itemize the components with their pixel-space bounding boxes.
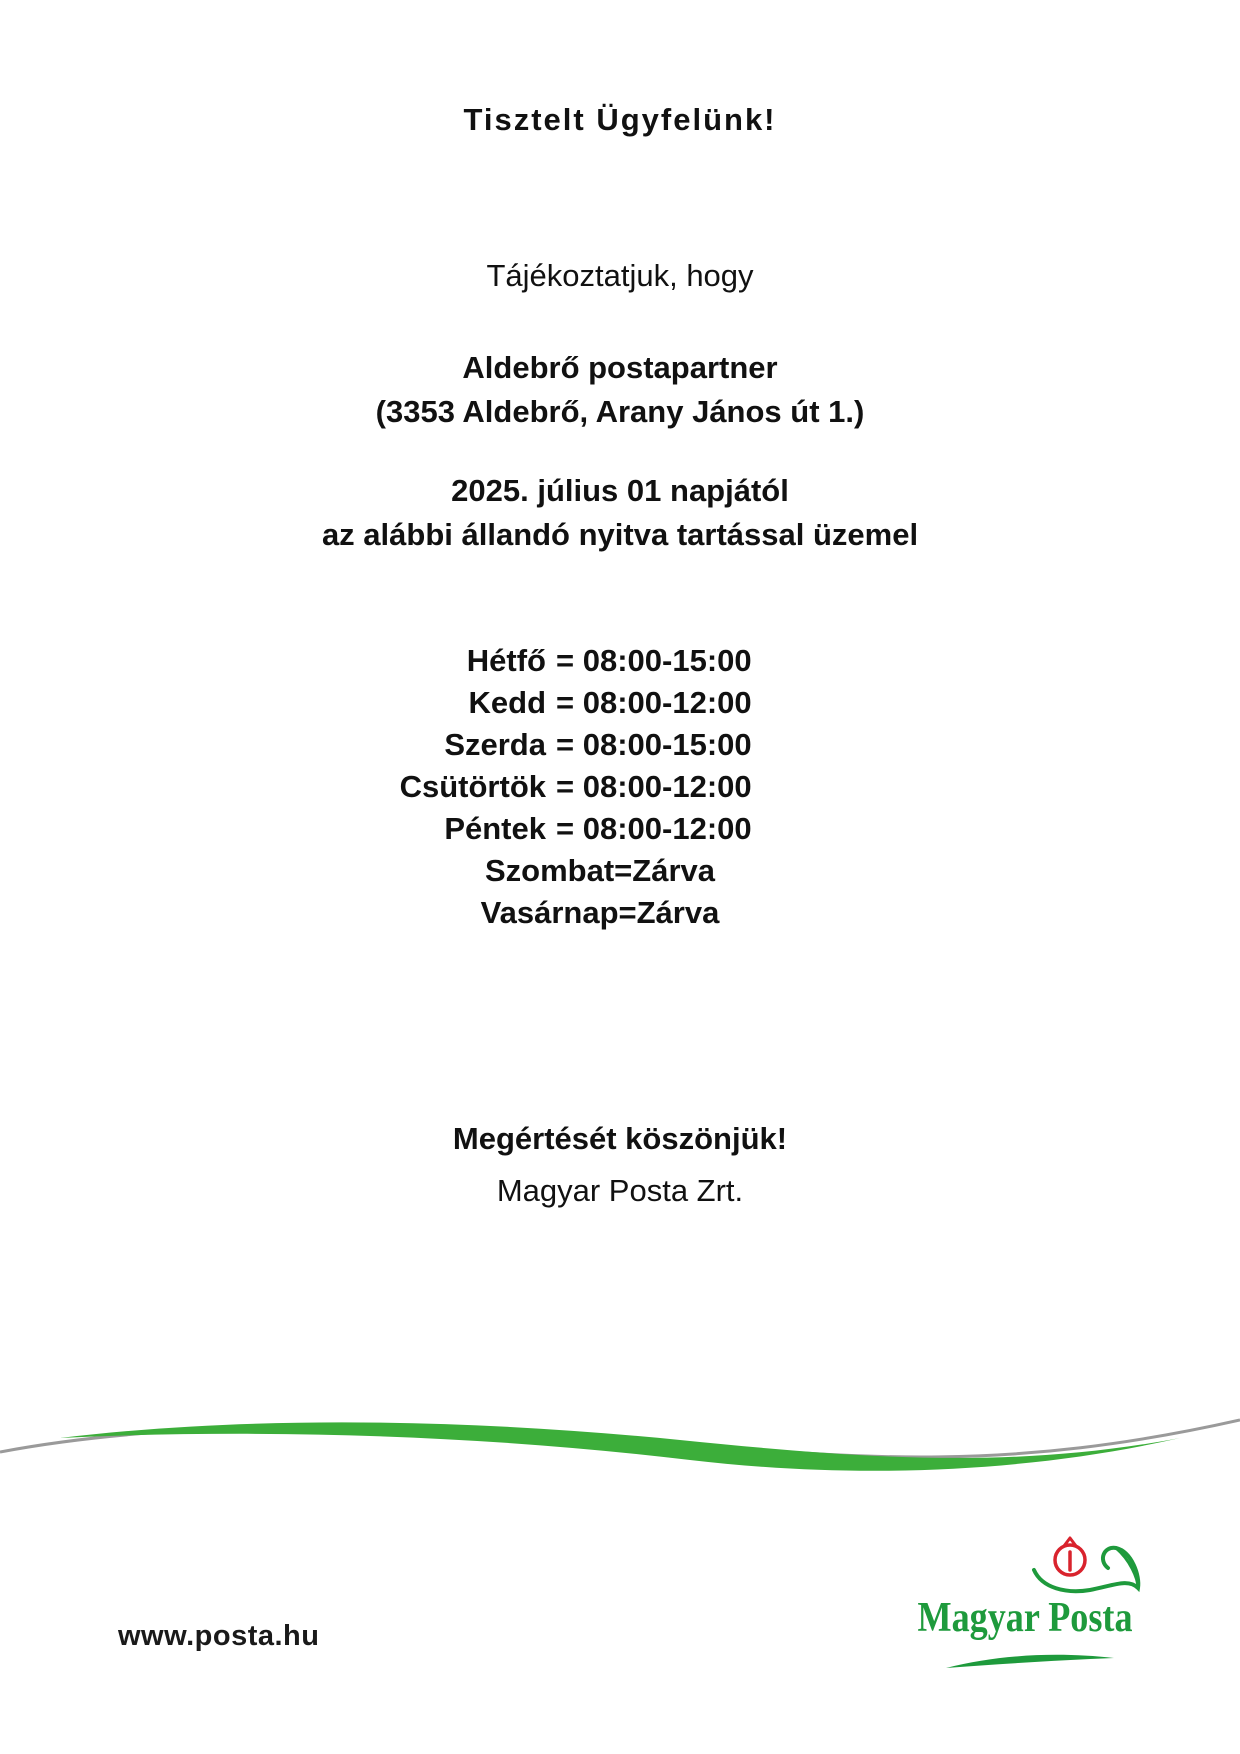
hours-day: Péntek — [444, 811, 546, 846]
hours-value: 08:00-12:00 — [582, 769, 752, 804]
hours-day: Kedd — [468, 685, 546, 720]
hours-separator: = — [556, 769, 575, 804]
hours-separator: = — [556, 685, 575, 720]
hours-day: Szerda — [444, 727, 546, 762]
greeting-heading: Tisztelt Ügyfelünk! — [463, 102, 777, 137]
company-name: Magyar Posta Zrt. — [496, 1173, 744, 1208]
hours-day: Hétfő — [466, 643, 546, 678]
operation-statement: az alábbi állandó nyitva tartással üzemel — [321, 517, 919, 552]
hours-value: 08:00-12:00 — [582, 685, 752, 720]
hours-day: Csütörtök — [399, 769, 546, 804]
hours-row-saturday: Szombat=Zárva — [484, 853, 715, 888]
thanks-text: Megértését köszönjük! — [452, 1121, 788, 1156]
hours-value: 08:00-12:00 — [582, 811, 752, 846]
logo-swoosh-icon — [940, 1648, 1120, 1674]
magyar-posta-logo — [900, 1530, 1150, 1680]
website-link[interactable]: www.posta.hu — [118, 1620, 320, 1652]
partner-name: Aldebrő postapartner — [462, 350, 778, 385]
hours-separator: = — [556, 811, 575, 846]
hours-row-sunday: Vasárnap=Zárva — [480, 895, 720, 930]
hours-separator: = — [556, 643, 575, 678]
effective-date: 2025. július 01 napjától — [451, 473, 789, 508]
logo-wordmark: Magyar Posta — [917, 1595, 1133, 1641]
partner-address: (3353 Aldebrő, Arany János út 1.) — [375, 394, 865, 429]
hours-separator: = — [556, 727, 575, 762]
hours-value: 08:00-15:00 — [582, 643, 752, 678]
hours-value: 08:00-15:00 — [582, 727, 752, 762]
intro-text: Tájékoztatjuk, hogy — [486, 258, 754, 293]
footer-wave-decoration — [0, 1400, 1240, 1510]
wave-green-band — [60, 1422, 1180, 1470]
